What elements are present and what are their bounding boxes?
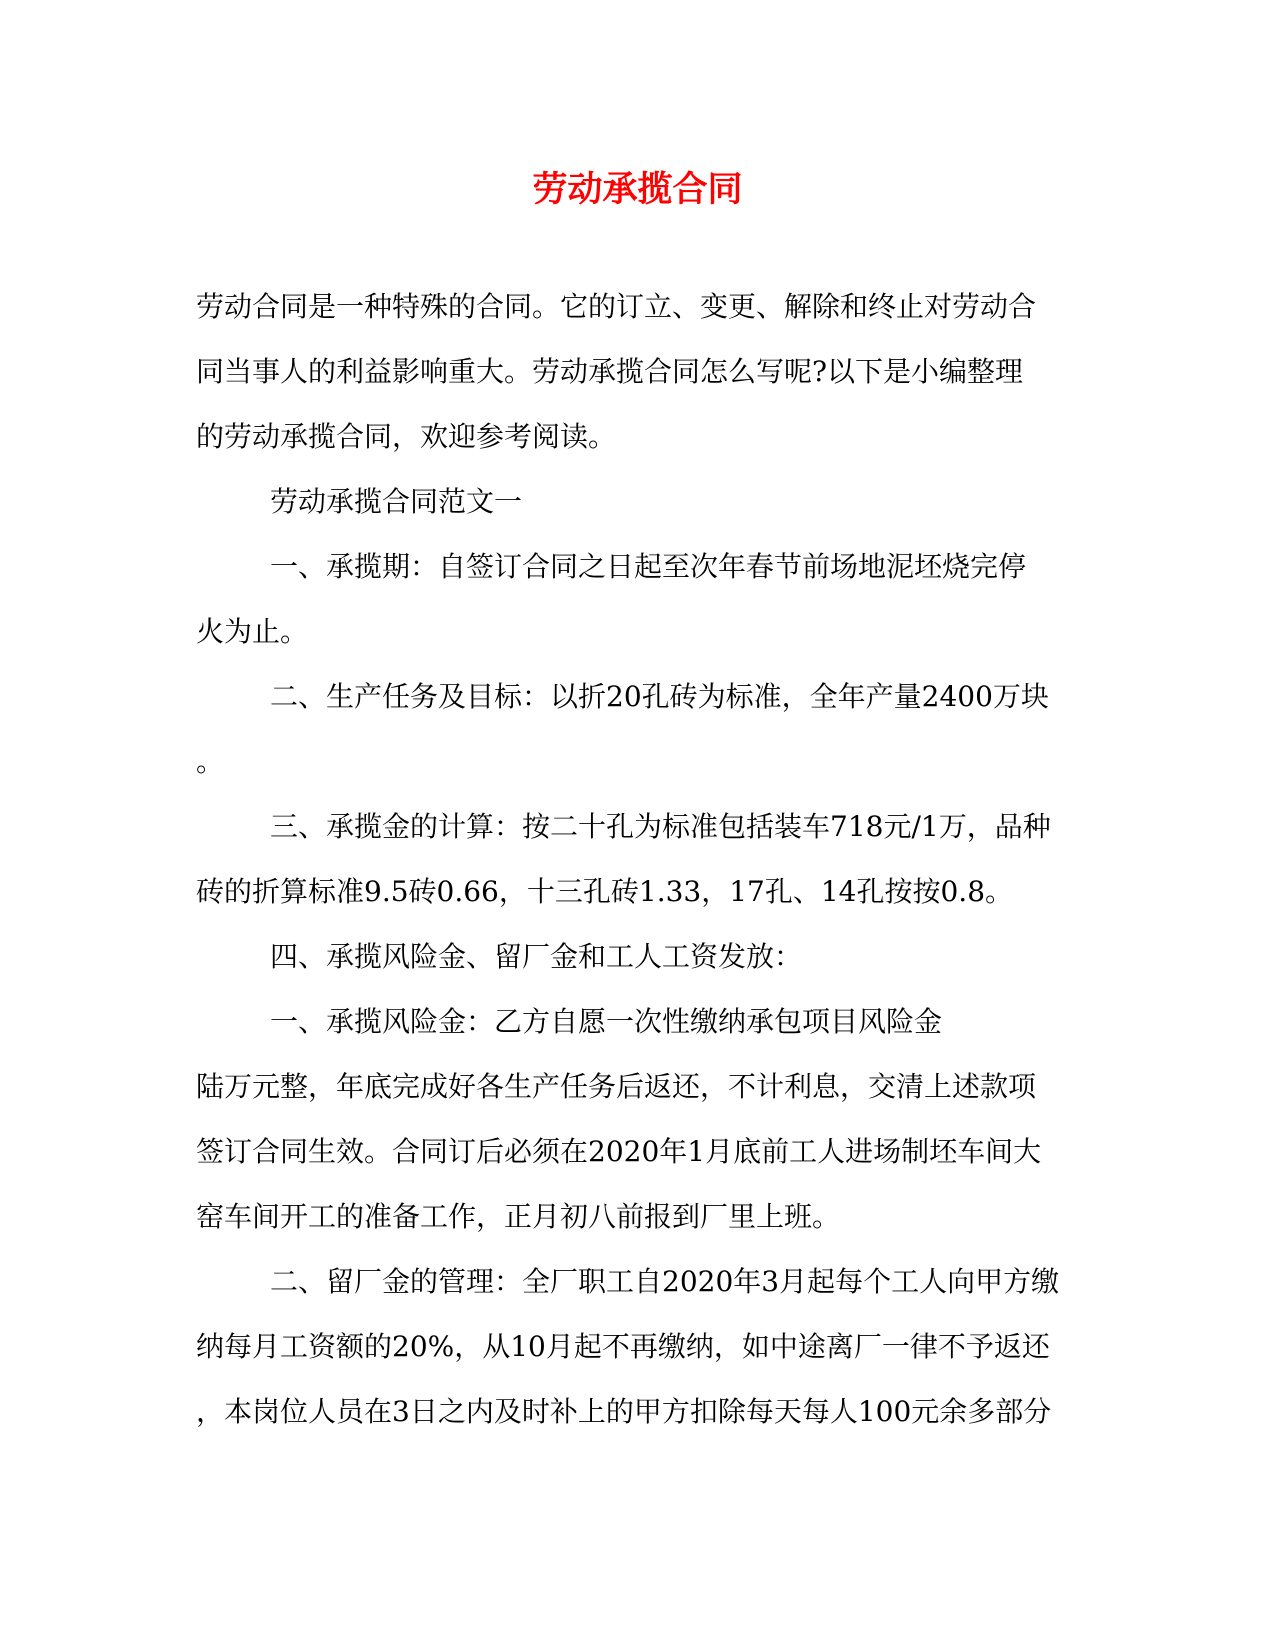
paragraph-line: 四、承揽风险金、留厂金和工人工资发放：: [270, 940, 803, 973]
paragraph-line: 三、承揽金的计算：按二十孔为标准包括装车718元/1万，品种: [270, 810, 1051, 843]
paragraph-line: 的劳动承揽合同，欢迎参考阅读。: [196, 420, 617, 453]
paragraph-line: 。: [196, 745, 225, 778]
paragraph-line: 砖的折算标准9.5砖0.66，十三孔砖1.33，17孔、14孔按按0.8。: [196, 875, 1014, 908]
paragraph-line: 劳动合同是一种特殊的合同。它的订立、变更、解除和终止对劳动合: [196, 290, 1037, 323]
paragraph-line: 一、承揽风险金：乙方自愿一次性缴纳承包项目风险金: [270, 1005, 943, 1038]
paragraph-line: 陆万元整，年底完成好各生产任务后返还，不计利息，交清上述款项: [196, 1070, 1037, 1103]
paragraph-line: 签订合同生效。合同订后必须在2020年1月底前工人进场制坯车间大: [196, 1135, 1042, 1168]
paragraph-line: 窑车间开工的准备工作，正月初八前报到厂里上班。: [196, 1200, 841, 1233]
paragraph-line: 二、生产任务及目标：以折20孔砖为标准，全年产量2400万块: [270, 680, 1049, 713]
paragraph-line: 火为止。: [196, 615, 309, 648]
paragraph-line: 一、承揽期：自签订合同之日起至次年春节前场地泥坯烧完停: [270, 550, 1027, 583]
document-body: [196, 274, 1076, 1444]
section-heading: 劳动承揽合同范文一: [270, 485, 523, 518]
paragraph-line: 纳每月工资额的20%，从10月起不再缴纳，如中途离厂一律不予返还: [196, 1330, 1050, 1363]
paragraph-line: ，本岗位人员在3日之内及时补上的甲方扣除每天每人100元余多部分: [196, 1395, 1052, 1428]
paragraph-line: 二、留厂金的管理：全厂职工自2020年3月起每个工人向甲方缴: [270, 1265, 1060, 1298]
paragraph-line: 同当事人的利益影响重大。劳动承揽合同怎么写呢?以下是小编整理: [196, 355, 1024, 388]
document-title: 劳动承揽合同: [532, 169, 743, 210]
